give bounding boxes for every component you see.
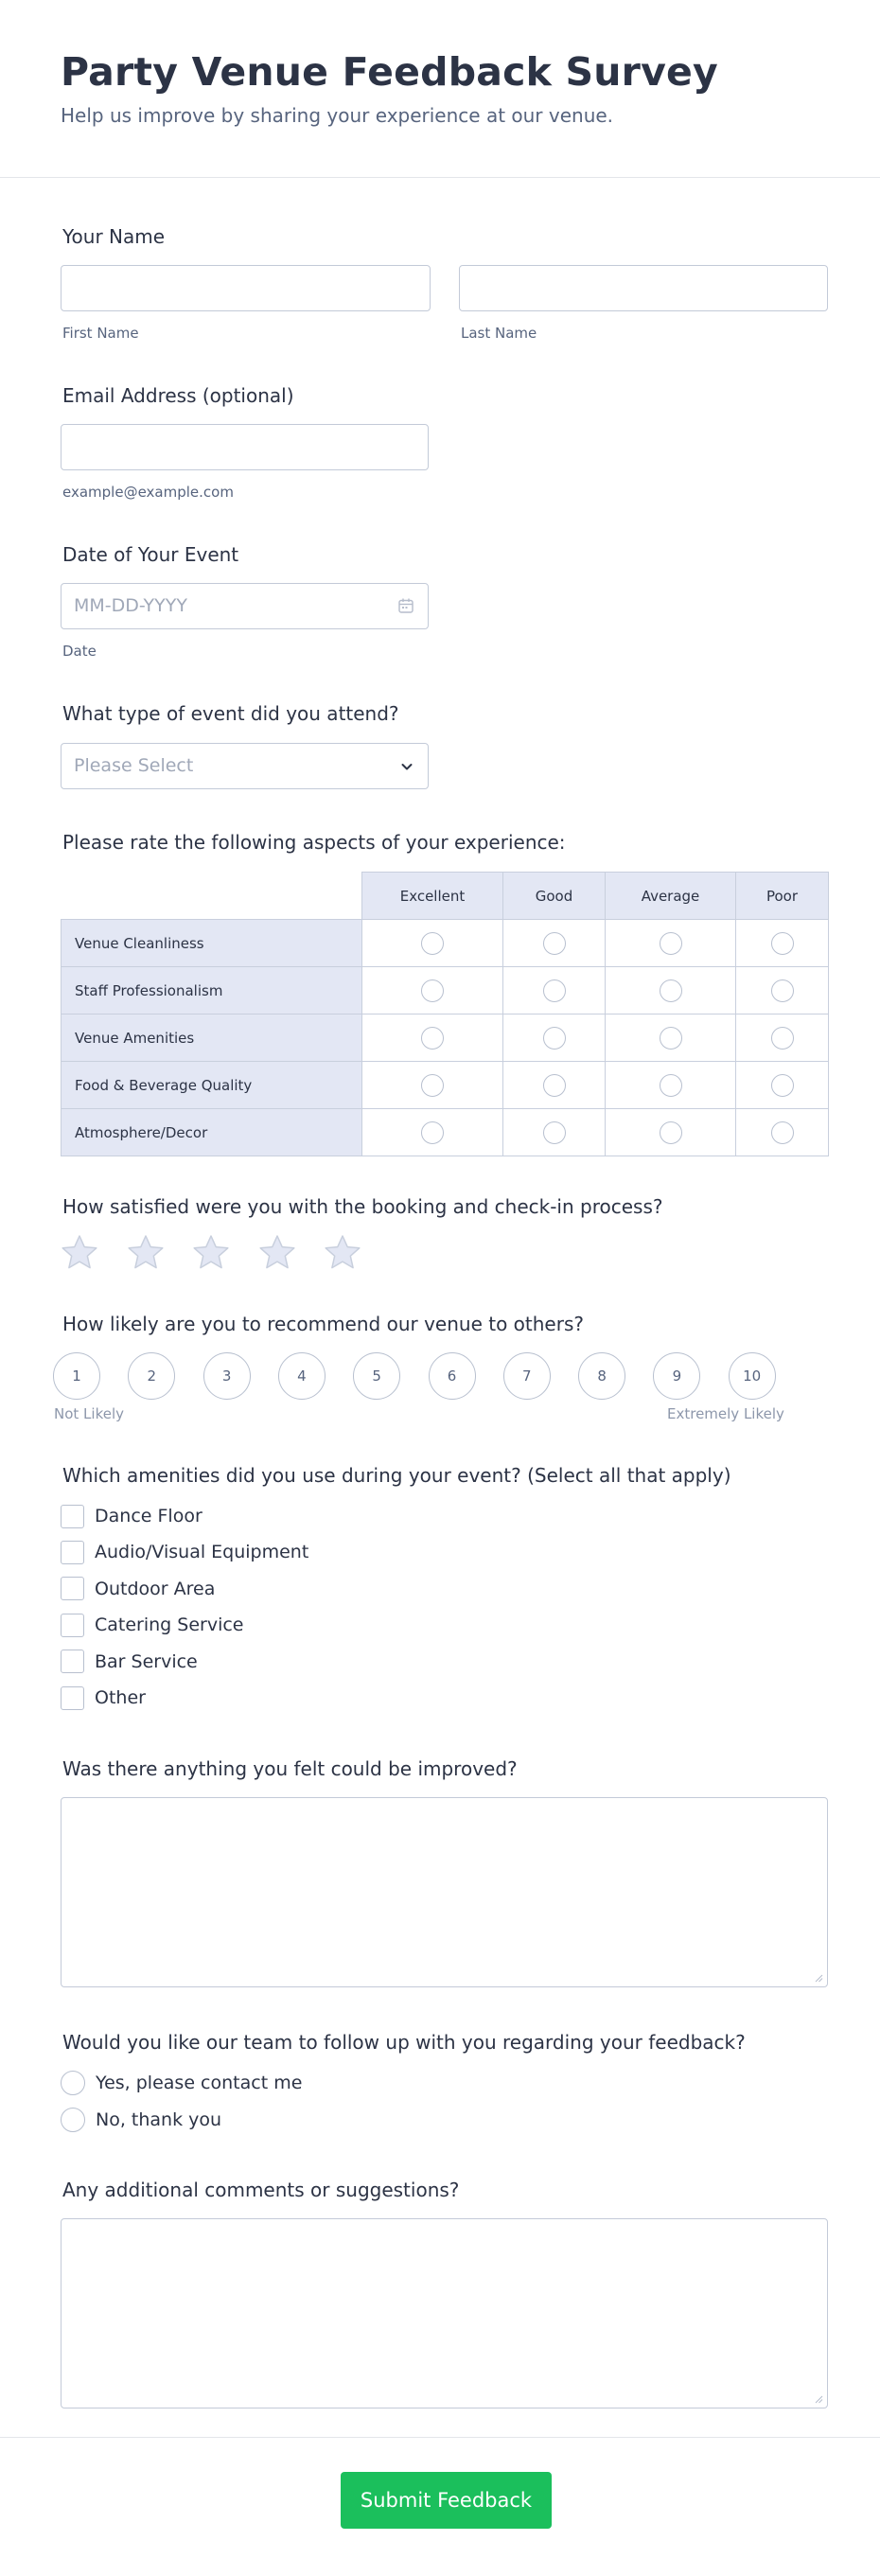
matrix-radio[interactable] bbox=[771, 1074, 794, 1097]
follow-up-label: Would you like our team to follow up with you regarding your feedback? bbox=[62, 2031, 746, 2054]
improvement-label: Was there anything you felt could be improved? bbox=[62, 1757, 518, 1780]
matrix-cell bbox=[605, 1061, 736, 1109]
comments-label: Any additional comments or suggestions? bbox=[62, 2179, 460, 2201]
matrix-cell bbox=[735, 1014, 829, 1062]
matrix-radio[interactable] bbox=[771, 979, 794, 1002]
matrix-cell bbox=[605, 919, 736, 967]
scale-option-5[interactable]: 5 bbox=[353, 1352, 400, 1400]
radio-button[interactable] bbox=[61, 2071, 85, 2095]
recommend-label: How likely are you to recommend our venue to others? bbox=[62, 1313, 584, 1335]
email-label: Email Address (optional) bbox=[62, 384, 294, 407]
matrix-cell bbox=[735, 1108, 829, 1156]
rating-matrix bbox=[61, 872, 828, 1156]
scale-option-8[interactable]: 8 bbox=[578, 1352, 625, 1400]
scale-option-2[interactable]: 2 bbox=[128, 1352, 175, 1400]
matrix-row-label: Venue Cleanliness bbox=[61, 919, 362, 967]
matrix-cell bbox=[502, 966, 606, 1015]
matrix-radio[interactable] bbox=[660, 932, 682, 955]
matrix-radio[interactable] bbox=[543, 1074, 566, 1097]
scale-option-1[interactable]: 1 bbox=[53, 1352, 100, 1400]
matrix-cell bbox=[502, 1061, 606, 1109]
checkbox[interactable] bbox=[61, 1650, 84, 1673]
matrix-cell bbox=[502, 1108, 606, 1156]
date-sublabel: Date bbox=[62, 643, 97, 660]
matrix-cell bbox=[735, 919, 829, 967]
last-name-input[interactable] bbox=[459, 265, 828, 311]
last-name-sublabel: Last Name bbox=[461, 325, 537, 342]
matrix-radio[interactable] bbox=[543, 1121, 566, 1144]
checkbox-label: Catering Service bbox=[95, 1614, 244, 1636]
matrix-row-label: Staff Professionalism bbox=[61, 966, 362, 1015]
matrix-radio[interactable] bbox=[421, 979, 444, 1002]
matrix-radio[interactable] bbox=[660, 1121, 682, 1144]
amenity-option[interactable] bbox=[61, 1612, 244, 1638]
radio-label: No, thank you bbox=[96, 2109, 222, 2130]
matrix-radio[interactable] bbox=[421, 1027, 444, 1050]
matrix-column-header: Average bbox=[605, 872, 736, 920]
checkbox[interactable] bbox=[61, 1541, 84, 1564]
checkbox[interactable] bbox=[61, 1614, 84, 1637]
matrix-column-header: Poor bbox=[735, 872, 829, 920]
follow-up-option[interactable] bbox=[61, 2070, 302, 2096]
amenity-option[interactable] bbox=[61, 1503, 202, 1529]
scale-option-10[interactable]: 10 bbox=[729, 1352, 776, 1400]
footer-divider bbox=[0, 2437, 880, 2438]
matrix-radio[interactable] bbox=[771, 932, 794, 955]
star-icon[interactable] bbox=[60, 1233, 99, 1273]
matrix-radio[interactable] bbox=[421, 932, 444, 955]
matrix-cell bbox=[361, 966, 503, 1015]
checkbox[interactable] bbox=[61, 1505, 84, 1528]
page-title: Party Venue Feedback Survey bbox=[61, 49, 718, 95]
checkbox[interactable] bbox=[61, 1577, 84, 1600]
matrix-row-label: Food & Beverage Quality bbox=[61, 1061, 362, 1109]
checkbox-label: Other bbox=[95, 1687, 146, 1708]
calendar-icon[interactable] bbox=[397, 597, 414, 614]
checkbox-label: Bar Service bbox=[95, 1650, 198, 1672]
improvement-textarea[interactable] bbox=[61, 1797, 828, 1987]
matrix-cell bbox=[361, 919, 503, 967]
matrix-column-header: Excellent bbox=[361, 872, 503, 920]
matrix-cell bbox=[735, 1061, 829, 1109]
resize-grip-icon[interactable] bbox=[814, 2394, 823, 2404]
resize-grip-icon[interactable] bbox=[814, 1973, 823, 1983]
scale-option-4[interactable]: 4 bbox=[278, 1352, 326, 1400]
rating-matrix-label: Please rate the following aspects of your experience: bbox=[62, 831, 566, 854]
scale-option-9[interactable]: 9 bbox=[653, 1352, 700, 1400]
matrix-radio[interactable] bbox=[660, 1027, 682, 1050]
matrix-radio[interactable] bbox=[771, 1027, 794, 1050]
matrix-row-label: Venue Amenities bbox=[61, 1014, 362, 1062]
event-type-select[interactable] bbox=[61, 743, 429, 789]
chevron-down-icon bbox=[399, 759, 414, 774]
matrix-radio[interactable] bbox=[421, 1074, 444, 1097]
matrix-cell bbox=[605, 1108, 736, 1156]
checkbox-label: Outdoor Area bbox=[95, 1578, 216, 1599]
amenity-option[interactable] bbox=[61, 1539, 308, 1565]
first-name-input[interactable] bbox=[61, 265, 431, 311]
name-label: Your Name bbox=[62, 225, 166, 248]
star-icon[interactable] bbox=[126, 1233, 166, 1273]
email-input[interactable] bbox=[61, 424, 429, 470]
matrix-radio[interactable] bbox=[771, 1121, 794, 1144]
scale-high-label: Extremely Likely bbox=[667, 1405, 784, 1422]
event-type-selected: Please Select bbox=[74, 755, 194, 776]
matrix-radio[interactable] bbox=[660, 979, 682, 1002]
amenity-option[interactable] bbox=[61, 1685, 146, 1711]
scale-option-6[interactable]: 6 bbox=[429, 1352, 476, 1400]
scale-option-3[interactable]: 3 bbox=[203, 1352, 251, 1400]
matrix-cell bbox=[735, 966, 829, 1015]
matrix-radio[interactable] bbox=[660, 1074, 682, 1097]
date-placeholder: MM-DD-YYYY bbox=[74, 595, 187, 616]
matrix-radio[interactable] bbox=[543, 932, 566, 955]
matrix-cell bbox=[361, 1108, 503, 1156]
star-icon[interactable] bbox=[191, 1233, 231, 1273]
star-icon[interactable] bbox=[323, 1233, 362, 1273]
date-input[interactable] bbox=[61, 583, 429, 629]
satisfaction-label: How satisfied were you with the booking and check-in process? bbox=[62, 1195, 663, 1218]
matrix-radio[interactable] bbox=[543, 979, 566, 1002]
scale-low-label: Not Likely bbox=[54, 1405, 124, 1422]
star-icon[interactable] bbox=[257, 1233, 297, 1273]
follow-up-option[interactable] bbox=[61, 2107, 221, 2133]
matrix-column-header: Good bbox=[502, 872, 606, 920]
radio-button[interactable] bbox=[61, 2108, 85, 2132]
amenity-option[interactable] bbox=[61, 1649, 198, 1675]
matrix-cell bbox=[502, 919, 606, 967]
submit-button[interactable]: Submit Feedback bbox=[341, 2472, 552, 2529]
email-sublabel: example@example.com bbox=[62, 484, 234, 501]
event-type-label: What type of event did you attend? bbox=[62, 702, 399, 725]
scale-option-7[interactable]: 7 bbox=[503, 1352, 551, 1400]
radio-label: Yes, please contact me bbox=[96, 2073, 303, 2093]
amenity-option[interactable] bbox=[61, 1576, 215, 1602]
comments-textarea[interactable] bbox=[61, 2218, 828, 2408]
matrix-cell bbox=[605, 1014, 736, 1062]
matrix-radio[interactable] bbox=[543, 1027, 566, 1050]
checkbox-label: Audio/Visual Equipment bbox=[95, 1542, 309, 1563]
date-label: Date of Your Event bbox=[62, 543, 239, 566]
matrix-cell bbox=[502, 1014, 606, 1062]
checkbox[interactable] bbox=[61, 1686, 84, 1710]
matrix-row-label: Atmosphere/Decor bbox=[61, 1108, 362, 1156]
first-name-sublabel: First Name bbox=[62, 325, 139, 342]
matrix-cell bbox=[361, 1014, 503, 1062]
matrix-cell bbox=[605, 966, 736, 1015]
page-subtitle: Help us improve by sharing your experience at our venue. bbox=[61, 104, 614, 127]
matrix-cell bbox=[361, 1061, 503, 1109]
checkbox-label: Dance Floor bbox=[95, 1506, 202, 1526]
form-header bbox=[0, 0, 880, 178]
amenities-label: Which amenities did you use during your event? (Select all that apply) bbox=[62, 1464, 731, 1487]
matrix-radio[interactable] bbox=[421, 1121, 444, 1144]
